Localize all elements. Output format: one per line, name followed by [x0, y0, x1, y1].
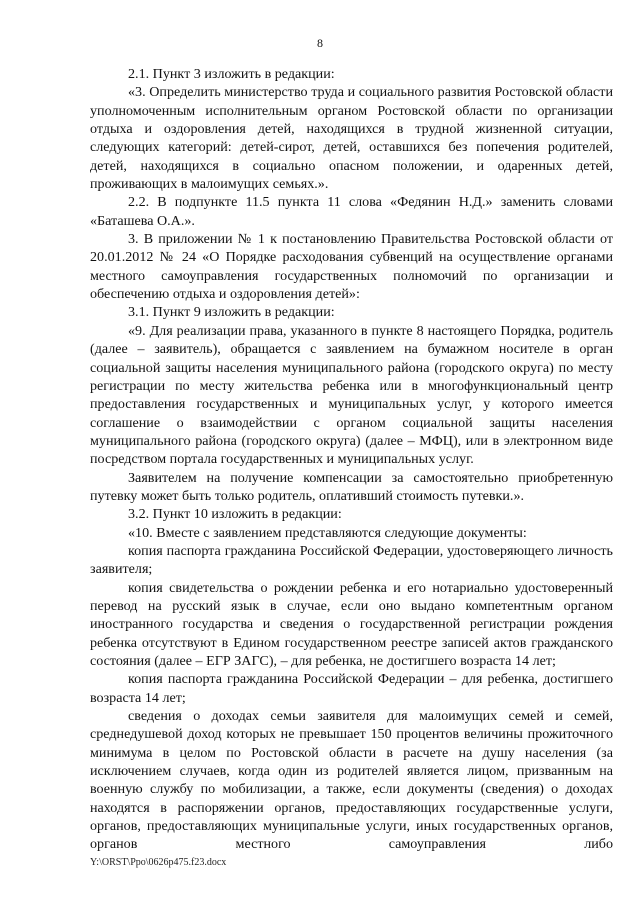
paragraph-2-1: 2.1. Пункт 3 изложить в редакции:	[128, 66, 335, 82]
list-item-child-passport-copy: копия паспорта гражданина Российской Федерации – для ребенка, достигшего возраста 14 лет;	[90, 671, 613, 706]
document-body	[90, 65, 613, 854]
file-path-footer: Y:\ORST\Ppo\0626p475.f23.docx	[90, 857, 227, 868]
list-item-passport-copy: копия паспорта гражданина Российской Федерации, удостоверяющего личность заявителя;	[90, 542, 613, 578]
paragraph-3: 3. В приложении № 1 к постановлению Правительства Ростовской области от 20.01.2012 № 24 «О Порядке расходования субвенций на осуществление органами местного самоуправления государственных полномочий по организации и обеспечению отдыха и оздоровления детей»:	[90, 231, 613, 303]
paragraph-applicant-compensation: Заявителем на получение компенсации за самостоятельно приобретенную путевку может быть только родитель, оплативший стоимость путевки.».	[90, 469, 613, 504]
paragraph-point-10-intro: «10. Вместе с заявлением представляются следующие документы:	[128, 524, 527, 541]
paragraph-point-3-text: «3. Определить министерство труда и социального развития Ростовской области уполномоченным исполнительным органом Ростовской области по организации отдыха и оздоровления детей, находящихся в трудной жизненной ситуации, следующих категорий: детей-сирот, детей, оставшихся без попечения родителей, детей, находящихся в социально опасном положении, и одаренных детей, проживающих в малоимущих семьях.».	[90, 84, 613, 193]
paragraph-2-2: 2.2. В подпункте 11.5 пункта 11 слова «Федянин Н.Д.» заменить словами «Баташева О.А.».	[90, 194, 613, 229]
paragraph-3-2: 3.2. Пункт 10 изложить в редакции:	[128, 506, 342, 523]
page-number: 8	[317, 36, 323, 50]
list-item-income-info: сведения о доходах семьи заявителя для малоимущих семей и семей, среднедушевой доход которых не превышает 150 процентов величины прожиточного минимума в целом по Ростовской области в расчете на душу населения (за исключением случаев, когда один из родителей является лицом, призванным на военную службу по мобилизации, а также, если документы (сведения) о доходах находятся в распоряжении органов, предоставляющих государственные услуги, органов, предоставляющих муниципальные услуги, иных государственных органов, органов местного самоуправления либо	[90, 708, 613, 853]
paragraph-point-9-text: «9. Для реализации права, указанного в пункте 8 настоящего Порядка, родитель (далее – заявитель), обращается с заявлением на бумажном носителе в орган социальной защиты населения муниципального района (городского округа) по месту регистрации по месту жительства ребенка или в многофункциональный центр предоставления государственных и муниципальных услуг, у которого имеется соглашение о взаимодействии с органом социальной защиты населения муниципального района (городского округа) (далее – МФЦ), или в электронном виде посредством портала государственных и муниципальных услуг.	[90, 322, 613, 468]
list-item-birth-certificate-copy: копия свидетельства о рождении ребенка и его нотариально удостоверенный перевод на русский язык в случае, если оно выдано компетентным органом иностранного государства и сведения о государственной регистрации рождения ребенка отсутствуют в Едином государственном реестре записей актов гражданского состояния (далее – ЕГР ЗАГС), – для ребенка, не достигшего возраста 14 лет;	[90, 579, 613, 669]
paragraph-3-1: 3.1. Пункт 9 изложить в редакции:	[128, 304, 335, 321]
